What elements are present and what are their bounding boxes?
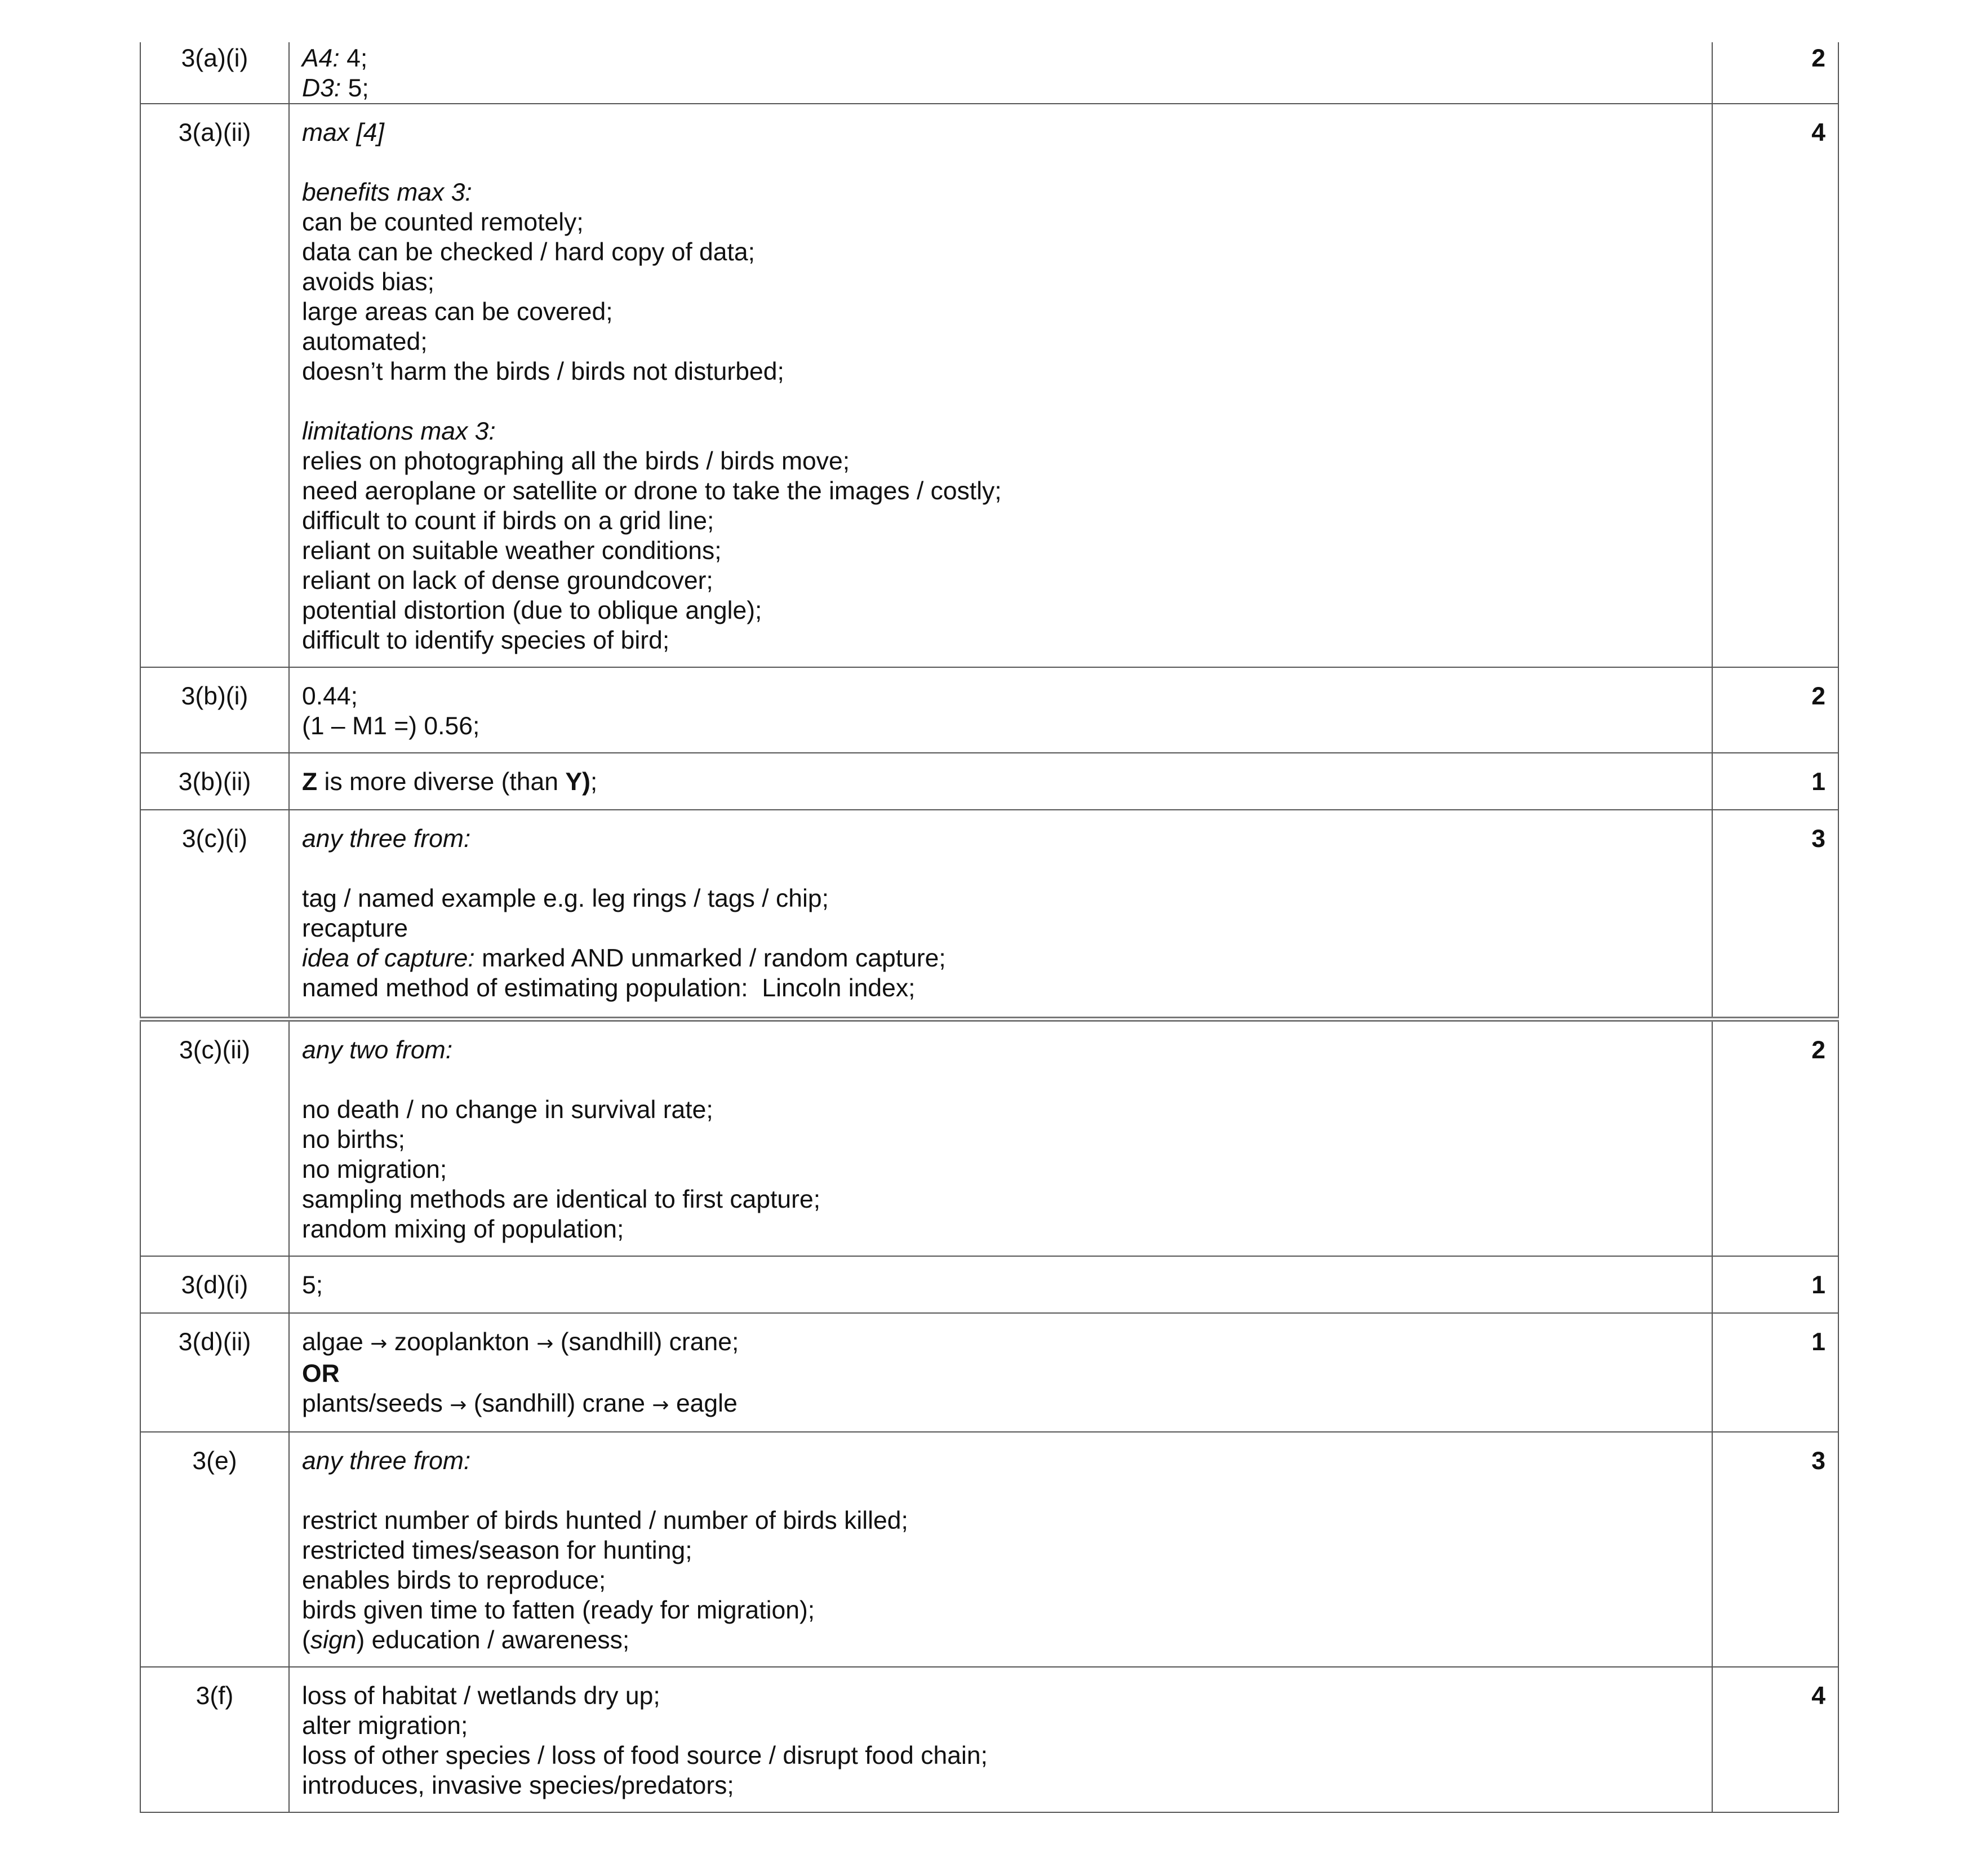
answer-line: 5; [302, 1271, 323, 1299]
answer-line: birds given time to fatten (ready for migration); [302, 1596, 815, 1624]
answer-label: sign [310, 1626, 357, 1654]
table-row [140, 42, 1838, 104]
question-number: 3(a)(ii) [140, 104, 289, 667]
marks: 2 [1712, 42, 1838, 104]
answer-cell [289, 1432, 1712, 1667]
question-number: 3(e) [140, 1432, 289, 1667]
answer-cell [289, 1313, 1712, 1432]
answer-line: no death / no change in survival rate; [302, 1096, 713, 1124]
food-chain-1 [302, 1327, 1699, 1359]
marks: 1 [1712, 753, 1838, 810]
table-row [140, 1256, 1838, 1313]
table-row [140, 1667, 1838, 1812]
benefit-item: automated; [302, 328, 428, 356]
answer-line: enables birds to reproduce; [302, 1567, 606, 1594]
limitations-heading: limitations max 3: [302, 418, 496, 445]
table-row [140, 104, 1838, 667]
benefit-item: large areas can be covered; [302, 298, 613, 326]
answer-label: D3: [302, 74, 341, 102]
chain-organism: eagle [676, 1390, 738, 1417]
mark-scheme-table [140, 42, 1839, 1813]
marks: 3 [1712, 1432, 1838, 1667]
question-number: 3(a)(i) [140, 42, 289, 104]
answer-text: is more diverse (than [317, 768, 566, 796]
answer-line: named method of estimating population: Lincoln index; [302, 974, 916, 1002]
marks: 1 [1712, 1313, 1838, 1432]
answer-text: 5; [341, 74, 369, 102]
arrow-icon: → [652, 1394, 669, 1417]
question-number: 3(c)(ii) [140, 1019, 289, 1257]
limitation-item: difficult to identify species of bird; [302, 627, 670, 654]
answer-cell [289, 42, 1712, 104]
answer-line [302, 43, 1699, 73]
table-row [140, 667, 1838, 753]
answer-line: restrict number of birds hunted / number of birds killed; [302, 1507, 908, 1534]
answer-text: ) education / awareness; [356, 1626, 630, 1654]
answer-header: any three from: [302, 825, 471, 853]
question-number: 3(f) [140, 1667, 289, 1812]
answer-line: no migration; [302, 1156, 447, 1183]
table-row [140, 810, 1838, 1019]
benefit-item: data can be checked / hard copy of data; [302, 238, 756, 266]
answer-text: marked AND unmarked / random capture; [474, 944, 946, 972]
answer-line: 0.44; [302, 682, 358, 710]
arrow-icon: → [450, 1394, 467, 1417]
answer-line: loss of habitat / wetlands dry up; [302, 1682, 660, 1710]
answer-line: tag / named example e.g. leg rings / tags / chip; [302, 885, 829, 912]
chain-organism: algae [302, 1328, 363, 1356]
table-row [140, 1432, 1838, 1667]
answer-line [302, 943, 1699, 973]
limitation-item: difficult to count if birds on a grid line; [302, 507, 714, 535]
limitation-item: need aeroplane or satellite or drone to take the images / costly; [302, 477, 1002, 505]
marks: 3 [1712, 810, 1838, 1019]
label-y: Y) [565, 768, 590, 796]
marks: 4 [1712, 1667, 1838, 1812]
question-number: 3(b)(ii) [140, 753, 289, 810]
marks: 2 [1712, 667, 1838, 753]
marks: 4 [1712, 104, 1838, 667]
answer-line: random mixing of population; [302, 1216, 624, 1243]
max-note: max [4] [302, 119, 384, 147]
answer-line: introduces, invasive species/predators; [302, 1772, 734, 1799]
answer-line [302, 1625, 1699, 1655]
table-row [140, 753, 1838, 810]
chain-organism: (sandhill) crane; [560, 1328, 739, 1356]
table-row [140, 1019, 1838, 1257]
answer-cell [289, 1256, 1712, 1313]
answer-line [302, 767, 1699, 797]
answer-line: restricted times/season for hunting; [302, 1537, 692, 1564]
question-number: 3(d)(i) [140, 1256, 289, 1313]
answer-cell [289, 1667, 1712, 1812]
question-number: 3(b)(i) [140, 667, 289, 753]
limitation-item: reliant on lack of dense groundcover; [302, 567, 713, 595]
answer-line: recapture [302, 915, 408, 942]
answer-cell [289, 810, 1712, 1019]
answer-line: loss of other species / loss of food source / disrupt food chain; [302, 1742, 988, 1769]
answer-cell [289, 1019, 1712, 1257]
answer-cell [289, 667, 1712, 753]
marks: 1 [1712, 1256, 1838, 1313]
benefit-item: avoids bias; [302, 268, 434, 296]
answer-line: (1 – M1 =) 0.56; [302, 712, 480, 740]
limitation-item: reliant on suitable weather conditions; [302, 537, 722, 565]
label-z: Z [302, 768, 318, 796]
answer-cell [289, 104, 1712, 667]
answer-header: any three from: [302, 1447, 471, 1475]
answer-line: alter migration; [302, 1712, 468, 1740]
question-number: 3(d)(ii) [140, 1313, 289, 1432]
limitation-item: potential distortion (due to oblique angle); [302, 597, 762, 624]
answer-line: no births; [302, 1126, 406, 1154]
answer-cell [289, 753, 1712, 810]
chain-organism: zooplankton [394, 1328, 530, 1356]
answer-line [302, 73, 1699, 103]
benefits-heading: benefits max 3: [302, 179, 472, 206]
limitation-item: relies on photographing all the birds / birds move; [302, 447, 850, 475]
answer-label: A4: [302, 45, 340, 72]
chain-organism: (sandhill) crane [473, 1390, 646, 1417]
food-chain-2 [302, 1389, 1699, 1420]
marks: 2 [1712, 1019, 1838, 1257]
answer-label: idea of capture: [302, 944, 475, 972]
chain-organism: plants/seeds [302, 1390, 443, 1417]
answer-line: sampling methods are identical to first capture; [302, 1186, 821, 1213]
arrow-icon: → [370, 1332, 388, 1355]
answer-text: 4; [339, 45, 368, 72]
answer-header: any two from: [302, 1036, 453, 1064]
table-row [140, 1313, 1838, 1432]
arrow-icon: → [536, 1332, 554, 1355]
benefit-item: doesn’t harm the birds / birds not disturbed; [302, 358, 784, 385]
answer-text: ( [302, 1626, 310, 1654]
answer-text: ; [590, 768, 598, 796]
question-number: 3(c)(i) [140, 810, 289, 1019]
benefit-item: can be counted remotely; [302, 209, 584, 236]
or-separator: OR [302, 1360, 340, 1387]
